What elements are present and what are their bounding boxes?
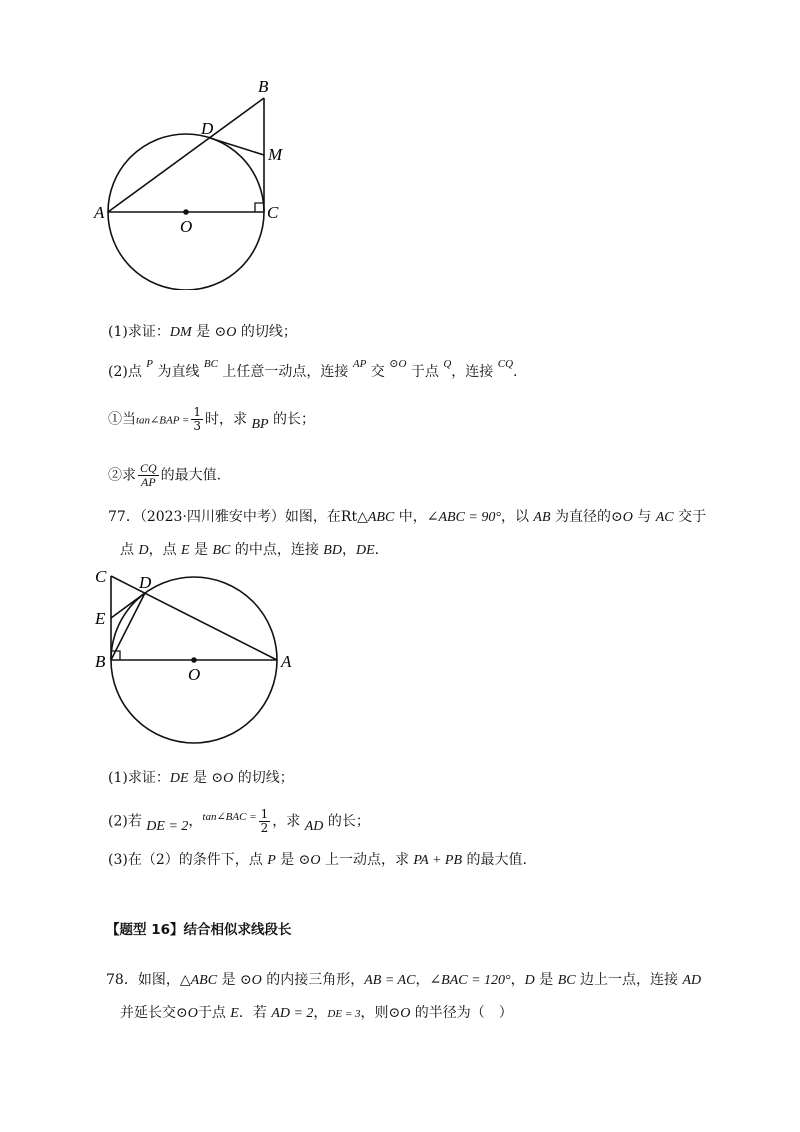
text: ， — [188, 813, 203, 830]
fraction-CQ-AP — [138, 462, 159, 489]
figure2-segment-DE — [111, 593, 145, 618]
q76-sub1 — [108, 406, 315, 433]
q77-part3 — [108, 850, 527, 871]
math-P: P — [267, 853, 276, 868]
text: 的切线； — [233, 770, 294, 786]
text: 交于 — [673, 509, 707, 525]
figure2-label-D: D — [139, 573, 152, 592]
numerator: CQ — [140, 461, 157, 475]
math-DE-eq: DE = 3 — [327, 1008, 361, 1020]
math-P: P — [146, 358, 154, 370]
math-angle-BAC: ∠BAC = 120° — [429, 973, 511, 988]
text: 上任意一动点，连接 — [217, 364, 353, 380]
figure-1 — [80, 70, 310, 290]
text: 是 — [534, 972, 558, 988]
text: ，以 — [500, 509, 534, 525]
circle-O: ⊙O — [176, 1006, 198, 1021]
figure1-center-dot — [183, 209, 189, 215]
fraction-1-3 — [191, 406, 203, 433]
figure1-right-angle-mark — [255, 203, 264, 212]
math-E: E — [230, 1006, 239, 1021]
text: 的切线； — [236, 324, 297, 340]
text: ，点 — [148, 542, 182, 558]
text: 77．（2023·四川雅安中考）如图，在 — [108, 509, 341, 525]
text: 的中点，连接 — [230, 542, 324, 558]
text: ， — [510, 972, 525, 988]
circle-O: ⊙O — [388, 1006, 411, 1021]
q77-part2 — [108, 808, 370, 835]
text: 时，求 — [205, 411, 252, 428]
q76-part1 — [108, 322, 297, 343]
figure1-label-D: D — [201, 119, 214, 138]
math-AC: AC — [655, 510, 674, 525]
text: 是 — [275, 852, 299, 868]
figure2-segment-CA — [111, 576, 277, 660]
figure1-segment-AB — [108, 98, 264, 212]
math-AB: AB — [533, 510, 551, 525]
circle-O: ⊙O — [389, 358, 407, 370]
denominator: AP — [141, 475, 156, 489]
circle-O: ⊙O — [214, 325, 237, 340]
math-DE: DE — [169, 771, 189, 786]
text: 于点 — [406, 364, 444, 380]
text: 的最大值. — [160, 467, 222, 484]
denominator: 2 — [260, 821, 269, 835]
q77-part1 — [108, 768, 294, 789]
text: 于点 — [197, 1005, 231, 1021]
math-tan-BAC: tan∠BAC = — [202, 810, 257, 823]
text: 是 — [189, 542, 213, 558]
q78-line1 — [106, 970, 701, 991]
text: 并延长交 — [120, 1005, 176, 1021]
text: (2)若 — [108, 813, 147, 830]
figure1-label-A: A — [94, 203, 105, 222]
numerator: 1 — [193, 405, 202, 419]
math-AD: AD — [682, 973, 702, 988]
math-tan-BAP: tan∠BAP = — [136, 414, 190, 427]
math-BC: BC — [203, 358, 218, 370]
text: 上一动点，求 — [320, 852, 414, 868]
fraction-1-2 — [259, 808, 271, 835]
math-AP: AP — [352, 358, 367, 370]
text: ，则 — [360, 1005, 389, 1021]
math-BP: BP — [251, 416, 269, 432]
text: (3)在（2）的条件下，点 — [108, 852, 268, 868]
math-DM: DM — [169, 325, 192, 340]
figure2-label-O: O — [188, 665, 201, 684]
text: 为直径的 — [550, 509, 611, 525]
math-BC: BC — [212, 543, 231, 558]
q77-line1 — [108, 507, 706, 528]
text: ，连接 — [451, 364, 498, 380]
math-AB-AC: AB = AC — [364, 973, 416, 988]
text: . — [513, 364, 518, 380]
text: 的内接三角形， — [261, 972, 365, 988]
figure1-label-B: B — [258, 77, 269, 96]
math-triangle-ABC: △ABC — [179, 973, 218, 988]
math-Q: Q — [443, 358, 452, 370]
math-AD: AD — [304, 818, 324, 834]
text: ②求 — [108, 467, 136, 484]
text: 的半径为（ ） — [410, 1005, 513, 1021]
figure2-label-B: B — [95, 652, 106, 671]
q76-sub2 — [108, 462, 221, 489]
text: 的最大值. — [462, 852, 527, 868]
q77-line2 — [120, 540, 379, 561]
circle-O: ⊙O — [610, 510, 633, 525]
text: 为直线 — [153, 364, 204, 380]
math-D: D — [524, 973, 535, 988]
circle-O: ⊙O — [211, 771, 234, 786]
text: ， — [415, 972, 430, 988]
text: 的长； — [323, 813, 370, 830]
circle-O: ⊙O — [298, 853, 321, 868]
circle-O: ⊙O — [239, 973, 262, 988]
numerator: 1 — [260, 807, 269, 821]
math-PA-PB: PA + PB — [413, 853, 463, 868]
math-rt: Rt△ — [340, 509, 368, 525]
text: 中， — [394, 509, 427, 525]
math-D: D — [138, 543, 149, 558]
figure2-label-E: E — [95, 609, 106, 628]
text: ．若 — [238, 1005, 272, 1021]
text: 78．如图， — [106, 972, 180, 988]
text: 是 — [188, 770, 212, 786]
math-BD: BD — [323, 543, 342, 558]
text: . — [374, 542, 380, 558]
text: ，求 — [272, 813, 305, 830]
figure-2 — [88, 560, 308, 750]
denominator: 3 — [193, 419, 202, 433]
figure1-label-O: O — [180, 217, 193, 236]
text: 的长； — [268, 411, 316, 428]
section-title: 【题型 16】结合相似求线段长 — [106, 922, 292, 938]
text: 交 — [366, 364, 390, 380]
text: 是 — [191, 324, 215, 340]
math-BC: BC — [557, 973, 576, 988]
text: ①当 — [108, 411, 136, 428]
figure2-segment-BD — [111, 593, 145, 660]
figure2-center-dot — [191, 657, 197, 663]
math-angle-ABC: ∠ABC = 90° — [426, 510, 501, 525]
text: 边上一点，连接 — [575, 972, 683, 988]
text: 是 — [217, 972, 240, 988]
math-E: E — [181, 543, 190, 558]
text: (2)点 — [108, 364, 147, 380]
text: 与 — [632, 509, 656, 525]
figure2-label-A: A — [281, 652, 292, 671]
math-DE-eq: DE = 2 — [146, 818, 189, 834]
figure1-label-M: M — [268, 145, 283, 164]
q76-part1-prefix: (1)求证： — [108, 324, 170, 340]
text: ， — [313, 1005, 328, 1021]
q76-part2 — [108, 358, 518, 383]
math-CQ: CQ — [497, 358, 514, 370]
figure2-label-C: C — [95, 567, 107, 586]
math-DE: DE — [355, 543, 375, 558]
text: ， — [341, 542, 356, 558]
math-ABC: ABC — [367, 510, 395, 525]
text: (1)求证： — [108, 770, 170, 786]
math-AD-eq: AD = 2 — [271, 1006, 314, 1021]
text: 点 — [120, 542, 139, 558]
figure1-label-C: C — [267, 203, 279, 222]
q78-line2 — [120, 1003, 513, 1024]
